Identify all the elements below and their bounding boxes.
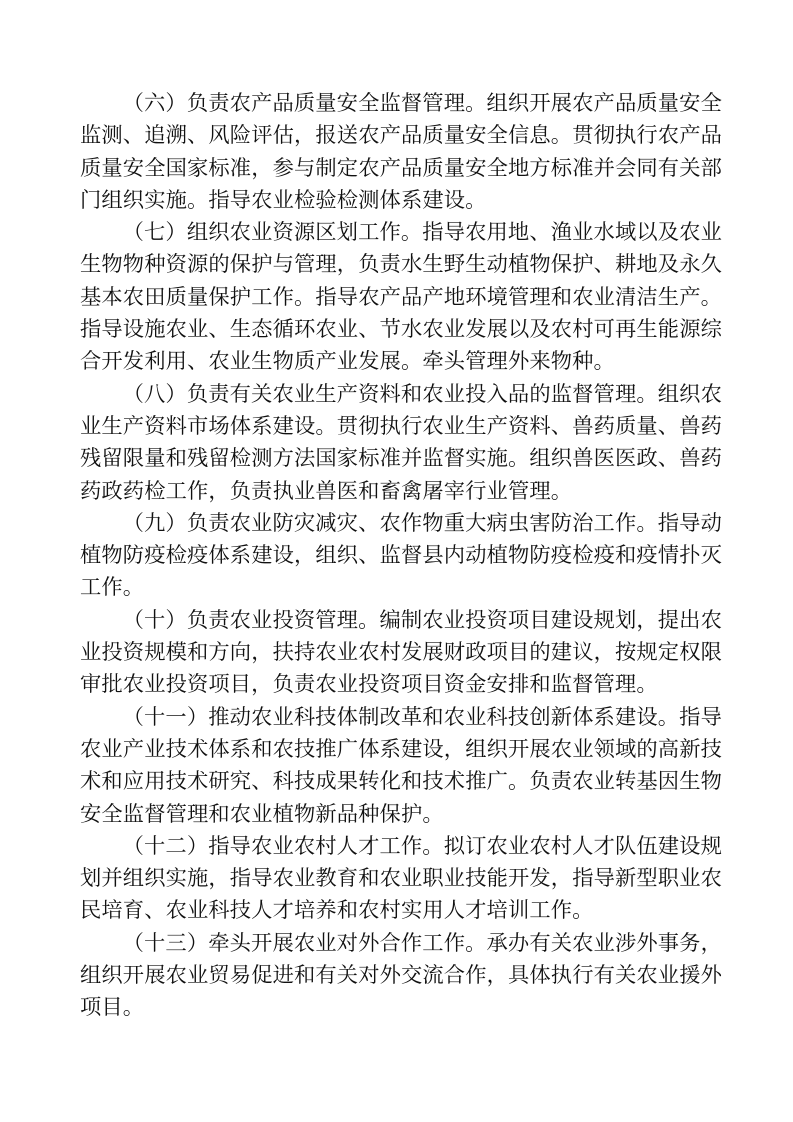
document-page [80, 88, 722, 1025]
paragraph-11: （十一）推动农业科技体制改革和农业科技创新体系建设。指导农业产业技术体系和农技推广体系建设，组织开展农业领域的高新技术和应用技术研究、科技成果转化和技术推广。负责农业转基因生物安全监督管理和农业植物新品种保护。 [80, 704, 722, 827]
paragraph-6: （六）负责农产品质量安全监督管理。组织开展农产品质量安全监测、追溯、风险评估，报送农产品质量安全信息。贯彻执行农产品质量安全国家标准，参与制定农产品质量安全地方标准并会同有关部门组织实施。指导农业检验检测体系建设。 [80, 91, 722, 213]
paragraph-8: （八）负责有关农业生产资料和农业投入品的监督管理。组织农业生产资料市场体系建设。贯彻执行农业生产资料、兽药质量、兽药残留限量和残留检测方法国家标准并监督实施。组织兽医医政、兽药药政药检工作，负责执业兽医和畜禽屠宰行业管理。 [80, 381, 722, 504]
paragraph-9: （九）负责农业防灾减灾、农作物重大病虫害防治工作。指导动植物防疫检疫体系建设，组织、监督县内动植物防疫检疫和疫情扑灭工作。 [80, 510, 722, 601]
paragraph-7: （七）组织农业资源区划工作。指导农用地、渔业水域以及农业生物物种资源的保护与管理，负责水生野生动植物保护、耕地及永久基本农田质量保护工作。指导农产品产地环境管理和农业清洁生产。指导设施农业、生态循环农业、节水农业发展以及农村可再生能源综合开发利用、农业生物质产业发展。牵头管理外来物种。 [80, 220, 722, 375]
paragraph-12: （十二）指导农业农村人才工作。拟订农业农村人才队伍建设规划并组织实施，指导农业教育和农业职业技能开发，指导新型职业农民培育、农业科技人才培养和农村实用人才培训工作。 [80, 833, 722, 924]
paragraph-10: （十）负责农业投资管理。编制农业投资项目建设规划，提出农业投资规模和方向，扶持农业农村发展财政项目的建议，按规定权限审批农业投资项目，负责农业投资项目资金安排和监督管理。 [80, 607, 722, 698]
paragraph-13: （十三）牵头开展农业对外合作工作。承办有关农业涉外事务，组织开展农业贸易促进和有关对外交流合作，具体执行有关农业援外项目。 [80, 930, 722, 1021]
